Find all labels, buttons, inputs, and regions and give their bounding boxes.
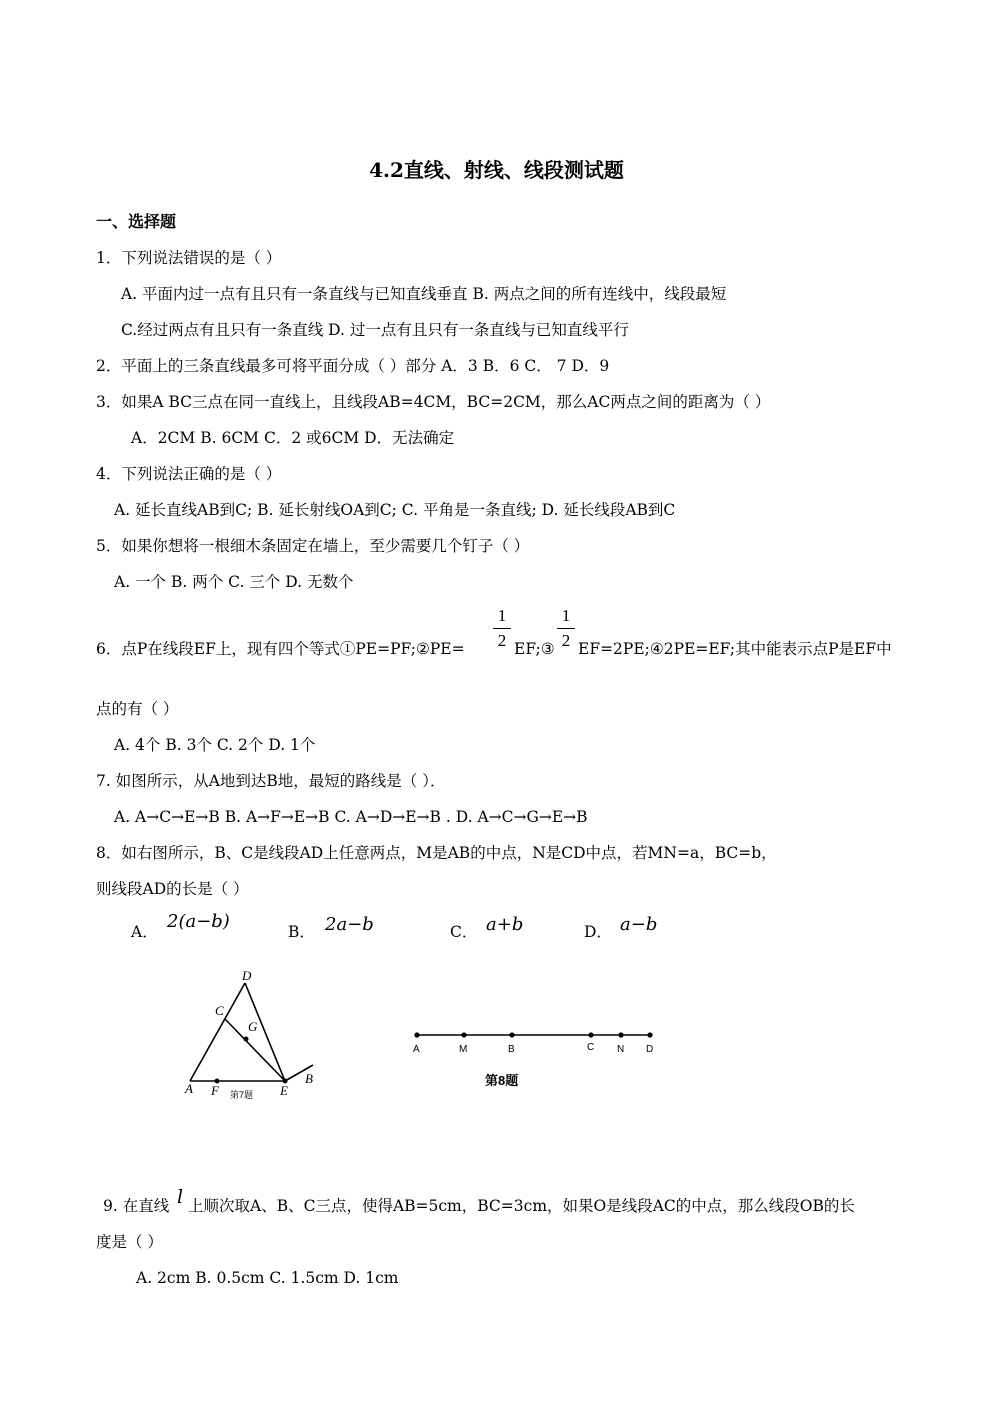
figure-7-caption: 第7题	[230, 1090, 254, 1100]
q8-line2: 则线段AD的长是（ ）	[96, 880, 249, 898]
label-D: D	[646, 1044, 654, 1055]
q8-option-d-expr: a−b	[620, 914, 658, 935]
fraction-numerator: 1	[561, 606, 571, 625]
label-G: G	[248, 1019, 258, 1034]
q7-options: A. A→C→E→B B. A→F→E→B C. A→D→E→B . D. A→C→G→E→B	[114, 808, 588, 826]
label-C: C	[215, 1003, 224, 1018]
q1-options-ab: A. 平面内过一点有且只有一条直线与已知直线垂直 B. 两点之间的所有连线中，线段最短	[121, 285, 727, 303]
fraction-denominator: 2	[561, 631, 571, 650]
figure-8	[405, 1025, 665, 1095]
q3-options: A．2CM B. 6CM C．2 或6CM D．无法确定	[131, 429, 455, 447]
q7-stem: 7. 如图所示，从A地到达B地，最短的路线是（ ）．	[96, 772, 446, 790]
point-G	[244, 1037, 249, 1042]
label-M: M	[459, 1044, 468, 1055]
label-D: D	[242, 968, 252, 983]
q8-option-b-expr: 2a−b	[325, 914, 374, 935]
q6-fraction-half-1	[493, 607, 511, 650]
q9-options: A. 2cm B. 0.5cm C. 1.5cm D. 1cm	[136, 1269, 399, 1287]
q6-text-part3: EF=2PE;④2PE=EF;其中能表示点P是EF中	[578, 640, 892, 658]
q6-text-part1: 6．点P在线段EF上，现有四个等式①PE=PF;②PE=	[96, 640, 465, 658]
q6-options: A. 4个 B. 3个 C. 2个 D. 1个	[114, 736, 316, 754]
label-A: A	[185, 1081, 193, 1096]
point-M	[461, 1032, 466, 1037]
q8-option-d-label: D．	[584, 923, 612, 941]
point-B	[509, 1032, 514, 1037]
q9-line2: 度是（ ）	[96, 1233, 163, 1251]
q8-option-c-expr: a+b	[486, 914, 524, 935]
q4-stem: 4．下列说法正确的是（ ）	[96, 465, 282, 483]
q8-option-c-label: C．	[450, 923, 478, 941]
q6-fraction-half-2	[557, 607, 575, 650]
q8-option-a-label: A．	[131, 923, 158, 941]
page-title: 4.2直线、射线、线段测试题	[369, 158, 624, 182]
label-F: F	[211, 1083, 219, 1098]
q8-option-b-label: B．	[288, 923, 315, 941]
q3-stem: 3．如果A BC三点在同一直线上，且线段AB=4CM，BC=2CM，那么AC两点之间的距离为（ ）	[96, 393, 771, 411]
q9-variable-l: l	[177, 1186, 184, 1208]
q5-options: A. 一个 B. 两个 C. 三个 D. 无数个	[114, 573, 354, 591]
label-B: B	[508, 1044, 515, 1055]
q4-options: A. 延长直线AB到C; B. 延长射线OA到C; C. 平角是一条直线; D. 延长线段AB到C	[114, 501, 676, 519]
label-E: E	[280, 1083, 288, 1098]
q9-text-part1: 9. 在直线	[103, 1197, 170, 1215]
label-B: B	[305, 1071, 313, 1086]
point-N	[618, 1032, 623, 1037]
label-C: C	[587, 1042, 595, 1053]
point-D	[647, 1032, 652, 1037]
q1-options-cd: C.经过两点有且只有一条直线 D. 过一点有且只有一条直线与已知直线平行	[121, 321, 629, 339]
fraction-bar	[493, 628, 511, 629]
q8-option-a-expr: 2(a−b)	[167, 911, 230, 932]
figure-7	[170, 965, 330, 1105]
fraction-numerator: 1	[497, 606, 507, 625]
section-heading: 一、选择题	[96, 212, 177, 231]
q5-stem: 5．如果你想将一根细木条固定在墙上，至少需要几个钉子（ ）	[96, 537, 530, 555]
point-C	[588, 1032, 593, 1037]
q9-text-part2: 上顺次取A、B、C三点，使得AB=5cm，BC=3cm，如果O是线段AC的中点，那么线段OB的长	[188, 1197, 855, 1215]
q2-stem: 2．平面上的三条直线最多可将平面分成（ ）部分 A．3 B．6 C． 7 D．9	[96, 357, 610, 375]
q8-stem: 8．如右图所示，B、C是线段AD上任意两点，M是AB的中点，N是CD中点，若MN=a，BC=b，	[96, 844, 777, 862]
point-A	[414, 1032, 419, 1037]
q6-text-part2: EF;③	[514, 640, 555, 658]
label-A: A	[413, 1044, 420, 1055]
figure-8-caption: 第8题	[485, 1073, 519, 1088]
fraction-denominator: 2	[497, 631, 507, 650]
q6-line2: 点的有（ ）	[96, 700, 179, 718]
fraction-bar	[557, 628, 575, 629]
label-N: N	[617, 1044, 625, 1055]
q1-stem: 1．下列说法错误的是（ ）	[96, 249, 282, 267]
